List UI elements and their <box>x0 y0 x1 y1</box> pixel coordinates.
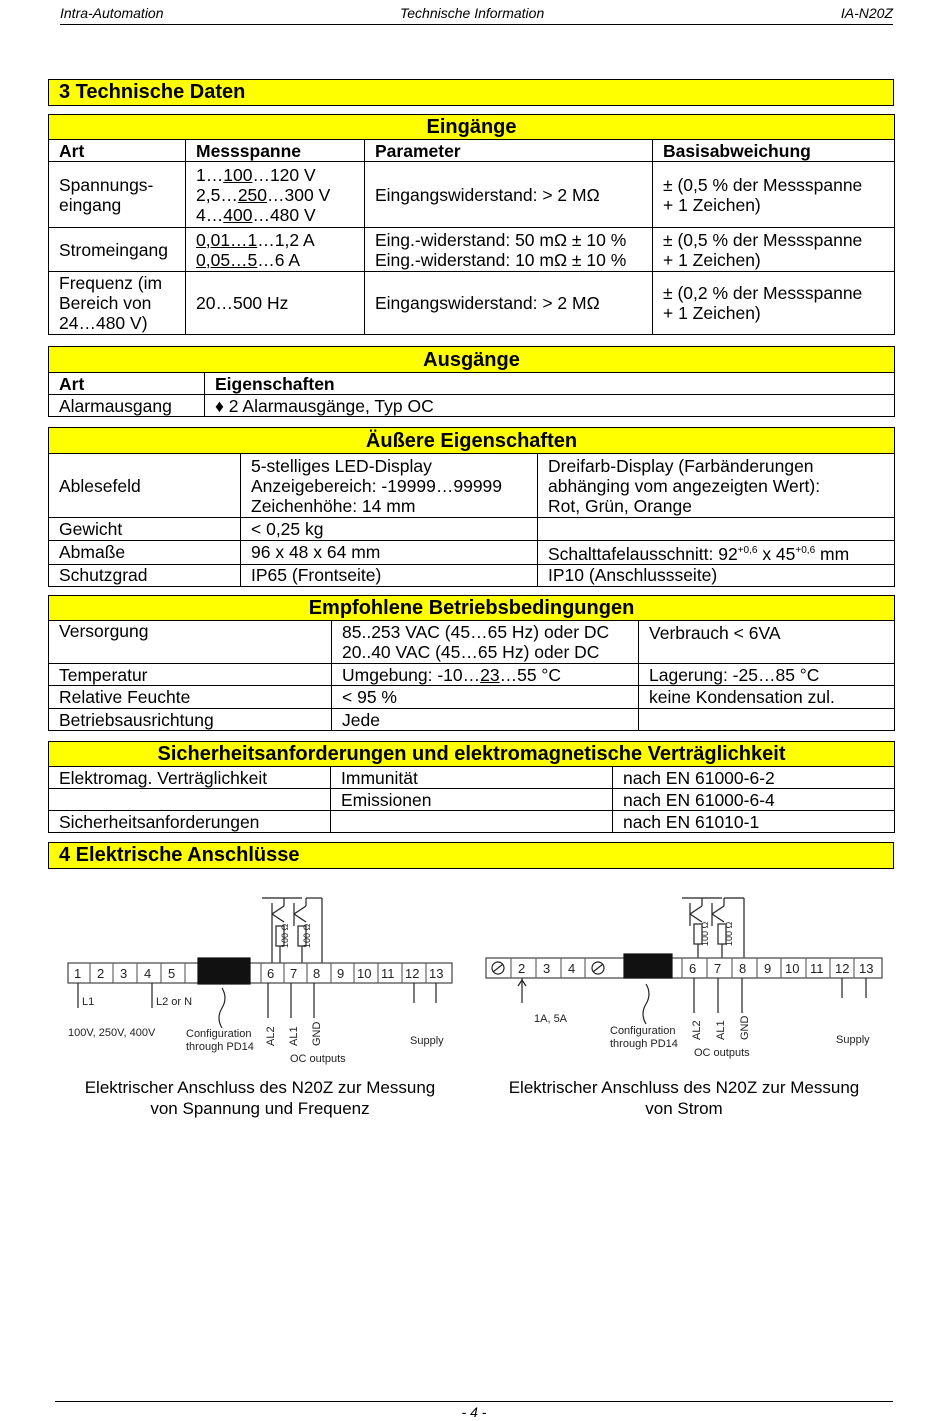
current-parameters: Eing.-widerstand: 50 mΩ ± 10 % Eing.-widerstand: 10 mΩ ± 10 % <box>365 228 653 272</box>
humidity-note: keine Kondensation zul. <box>639 686 895 709</box>
wiring-diagram-voltage <box>62 878 458 1070</box>
dimensions-value: 96 x 48 x 64 mm <box>241 541 538 565</box>
d1-label-config2: through PD14 <box>186 1041 254 1053</box>
wiring-diagram-current <box>482 878 886 1070</box>
outputs-header-properties: Eigenschaften <box>205 373 895 395</box>
table-row-humidity <box>49 686 895 709</box>
protection-label: Schutzgrad <box>49 564 241 586</box>
d1-label-l2: L2 or N <box>156 996 193 1008</box>
emc-label: Elektromag. Verträglichkeit <box>49 767 331 789</box>
page-number: - 4 - <box>55 1401 893 1420</box>
d1-terminal-3: 3 <box>120 966 128 981</box>
d1-terminal-4: 4 <box>144 966 152 981</box>
alarm-art: Alarmausgang <box>49 395 205 417</box>
d1-terminal-13: 13 <box>429 966 444 981</box>
storage-temperature: Lagerung: -25…85 °C <box>639 664 895 686</box>
col-header-range: Messspanne <box>186 140 365 162</box>
d2-label-al2: AL2 <box>691 1020 703 1040</box>
d1-label-config1: Configuration <box>186 1028 252 1040</box>
weight-value: < 0,25 kg <box>241 518 538 541</box>
temperature-value: Umgebung: -10…23…55 °C <box>332 664 639 686</box>
header-doc-id: IA-N20Z <box>840 5 893 21</box>
d1-terminal-12: 12 <box>405 966 420 981</box>
d2-terminal-6: 6 <box>689 961 697 976</box>
current-ranges: 0,01…1…1,2 A 0,05…5…6 A <box>186 228 365 272</box>
voltage-art: Spannungs- eingang <box>49 162 186 228</box>
table-row-emissions <box>49 789 895 811</box>
d1-label-al2: AL2 <box>265 1026 277 1046</box>
d1-resistor-1: 100 Ω <box>280 923 290 948</box>
d2-terminal-11: 11 <box>810 961 824 976</box>
alarm-value: ♦ 2 Alarmausgänge, Typ OC <box>205 395 895 417</box>
d1-label-supply: Supply <box>410 1035 444 1047</box>
outputs-header-art: Art <box>49 373 205 395</box>
d1-label-oc: OC outputs <box>290 1053 346 1065</box>
d2-label-oc: OC outputs <box>694 1047 750 1059</box>
header-company: Intra-Automation <box>60 5 164 21</box>
consumption: Verbrauch < 6VA <box>639 621 895 664</box>
table-row-current <box>49 228 895 272</box>
outputs-title: Ausgänge <box>49 347 895 373</box>
d1-terminal-7: 7 <box>290 966 298 981</box>
orientation-label: Betriebsausrichtung <box>49 709 332 731</box>
caption-voltage: Elektrischer Anschluss des N20Z zur Messung von Spannung und Frequenz <box>84 1078 436 1118</box>
d1-terminal-6: 6 <box>267 966 275 981</box>
frequency-parameter: Eingangswiderstand: > 2 MΩ <box>365 272 653 335</box>
d1-terminal-9: 9 <box>337 966 345 981</box>
emissions-norm: nach EN 61000-6-4 <box>613 789 895 811</box>
voltage-ranges: 1…100…120 V 2,5…250…300 V 4…400…480 V <box>186 162 365 228</box>
d1-terminal-8: 8 <box>313 966 321 981</box>
voltage-parameter: Eingangswiderstand: > 2 MΩ <box>365 162 653 228</box>
d2-terminal-3: 3 <box>543 961 551 976</box>
outputs-table <box>48 346 895 417</box>
d2-terminal-13: 13 <box>859 961 874 976</box>
protection-front: IP65 (Frontseite) <box>241 564 538 586</box>
external-title: Äußere Eigenschaften <box>49 428 895 454</box>
d2-terminal-8: 8 <box>739 961 747 976</box>
d2-label-al1: AL1 <box>715 1020 727 1040</box>
voltage-deviation: ± (0,5 % der Messspanne + 1 Zeichen) <box>653 162 895 228</box>
d2-terminal-9: 9 <box>764 961 772 976</box>
display-colors: Dreifarb-Display (Farbänderungen abhänging vom angezeigten Wert): Rot, Grün, Orange <box>538 454 895 518</box>
d1-label-voltages: 100V, 250V, 400V <box>68 1027 156 1039</box>
display-specs: 5-stelliges LED-Display Anzeigebereich: -19999…99999 Zeichenhöhe: 14 mm <box>241 454 538 518</box>
table-row-weight <box>49 518 895 541</box>
d2-label-gnd: GND <box>739 1015 751 1040</box>
d2-terminal-10: 10 <box>785 961 800 976</box>
humidity-value: < 95 % <box>332 686 639 709</box>
d1-resistor-2: 100 Ω <box>302 923 312 948</box>
d2-terminal-12: 12 <box>835 961 850 976</box>
display-label: Ablesefeld <box>49 454 241 518</box>
immunity-label: Immunität <box>331 767 613 789</box>
supply-label: Versorgung <box>49 621 332 664</box>
d1-label-gnd: GND <box>311 1021 323 1046</box>
current-deviation: ± (0,5 % der Messspanne + 1 Zeichen) <box>653 228 895 272</box>
inputs-title: Eingänge <box>49 115 895 140</box>
supply-values: 85..253 VAC (45…65 Hz) oder DC 20..40 VAC (45…65 Hz) oder DC <box>332 621 639 664</box>
operating-conditions-table <box>48 595 895 731</box>
emissions-label: Emissionen <box>331 789 613 811</box>
d1-terminal-1: 1 <box>74 966 82 981</box>
safety-norm: nach EN 61010-1 <box>613 811 895 833</box>
protection-back: IP10 (Anschlussseite) <box>538 564 895 586</box>
d2-label-config2: through PD14 <box>610 1038 678 1050</box>
humidity-label: Relative Feuchte <box>49 686 332 709</box>
d2-terminal-2: 2 <box>518 961 526 976</box>
table-row-orientation <box>49 709 895 731</box>
d1-terminal-11: 11 <box>381 966 395 981</box>
safety-emc-table <box>48 741 895 833</box>
table-row-protection <box>49 564 895 586</box>
operating-title: Empfohlene Betriebsbedingungen <box>49 596 895 621</box>
col-header-art: Art <box>49 140 186 162</box>
page-header <box>60 4 893 25</box>
section-3-heading: 3 Technische Daten <box>48 79 894 106</box>
d2-resistor-2: 100 Ω <box>724 921 734 946</box>
d1-terminal-10: 10 <box>357 966 372 981</box>
inputs-table <box>48 114 895 335</box>
temperature-label: Temperatur <box>49 664 332 686</box>
frequency-art: Frequenz (im Bereich von 24…480 V) <box>49 272 186 335</box>
table-row-frequency <box>49 272 895 335</box>
d1-terminal-2: 2 <box>97 966 105 981</box>
table-row-dimensions <box>49 541 895 565</box>
d2-label-config1: Configuration <box>610 1025 676 1037</box>
frequency-range: 20…500 Hz <box>186 272 365 335</box>
current-art: Stromeingang <box>49 228 186 272</box>
orientation-value: Jede <box>332 709 639 731</box>
col-header-parameter: Parameter <box>365 140 653 162</box>
table-row-safety <box>49 811 895 833</box>
d2-terminal-7: 7 <box>714 961 722 976</box>
safety-title: Sicherheitsanforderungen und elektromagnetische Verträglichkeit <box>49 742 895 767</box>
col-header-deviation: Basisabweichung <box>653 140 895 162</box>
table-row-supply <box>49 621 895 664</box>
dimensions-label: Abmaße <box>49 541 241 565</box>
d2-label-current: 1A, 5A <box>534 1013 568 1025</box>
table-row-voltage <box>49 162 895 228</box>
table-row-immunity <box>49 767 895 789</box>
weight-label: Gewicht <box>49 518 241 541</box>
frequency-deviation: ± (0,2 % der Messspanne + 1 Zeichen) <box>653 272 895 335</box>
header-title: Technische Information <box>400 5 545 21</box>
table-row-display <box>49 454 895 518</box>
immunity-norm: nach EN 61000-6-2 <box>613 767 895 789</box>
table-row-temperature <box>49 664 895 686</box>
panel-cutout: Schalttafelausschnitt: $92^{+0,6}$ x $45^{+0,6}$ mm <box>538 541 895 565</box>
external-properties-table <box>48 427 895 587</box>
d1-label-l1: L1 <box>82 996 95 1008</box>
d2-terminal-4: 4 <box>568 961 576 976</box>
section-4-heading: 4 Elektrische Anschlüsse <box>48 842 894 869</box>
d2-resistor-1: 100 Ω <box>700 921 710 946</box>
d1-terminal-5: 5 <box>168 966 176 981</box>
table-row-alarm <box>49 395 895 417</box>
d1-label-al1: AL1 <box>288 1026 300 1046</box>
safety-label: Sicherheitsanforderungen <box>49 811 331 833</box>
d2-label-supply: Supply <box>836 1034 870 1046</box>
caption-current: Elektrischer Anschluss des N20Z zur Messung von Strom <box>508 1078 860 1118</box>
